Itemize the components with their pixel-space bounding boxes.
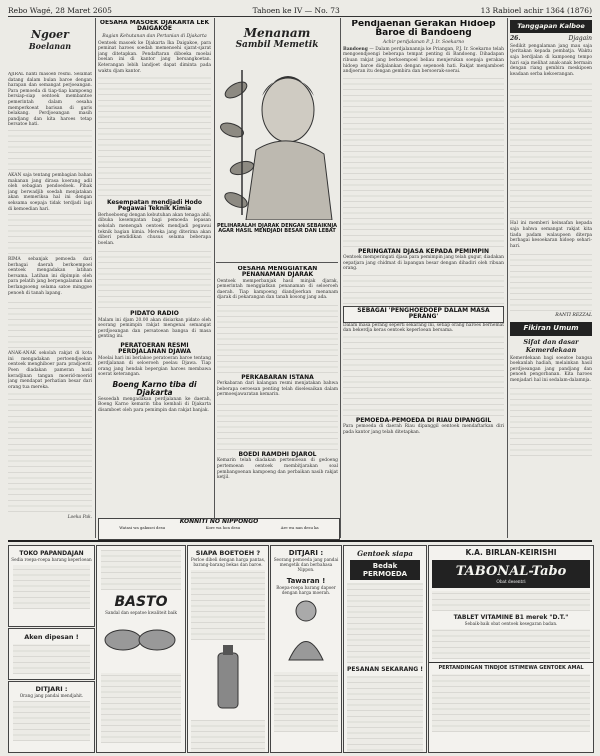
col4-heading-3: SEBAGAI 'PENGHOEDOEP DALAM MASA PERANG' bbox=[343, 306, 504, 323]
ad-tabonal bbox=[428, 545, 594, 753]
col3-heading-3: BOEDI RAMDHI DJAROL bbox=[238, 451, 317, 459]
col5-date-mark: 26. bbox=[510, 34, 521, 42]
ad-ditjari-2 bbox=[8, 681, 95, 753]
col1-subheading: Boelanan bbox=[28, 41, 72, 51]
col3-text-2: Perkabaran dari kalangan resmi menjatakan bahwa beberapa oeroesan penting telah diselesaikan dalam permoesjawaratan kemarin. bbox=[217, 381, 338, 398]
ad-tawaran-text: Roepa-roepa barang dapoer dengan harga moerah. bbox=[276, 584, 336, 595]
ad-bedak bbox=[343, 545, 427, 753]
ad-basto bbox=[96, 545, 186, 753]
hero-title-1: Menanam bbox=[243, 26, 311, 40]
ad-toko bbox=[8, 545, 95, 627]
col3 bbox=[217, 266, 338, 538]
col2-mid-text: Berhoeboeng dengan kebutuhan akan tenaga ahli, dibuka kesempatan bagi pemoeda lepasan sekolah menengah oentoek mendjadi pegawai teknik bagian kimia. Mereka jang diterima akan diberi pendidikan chusus selama beberapa boelan. bbox=[98, 212, 211, 246]
ad-tabonal-title: TABONAL-Tabo bbox=[455, 564, 567, 579]
ad-ditjari bbox=[270, 545, 342, 753]
col1-article-2: AKAN saja tentang pembagian bahan makanan jang dirasa koerang adil oleh sebagian pendoedoek. Pihak jang berwadjib soedah menjatakan akan memeriksa hal ini dengan seksama soepaja tidak terdjadi lagi di kemoedian hari. bbox=[8, 172, 92, 212]
col1-article-1: AJIRAL nanti masoeb resmi. Selamat datang dalam bulan baroe dengan harapan dan semangat perjoeangan. Para pemoeda di tiap-tiap kampoeng bersiap-siap oentoek membantoe pemerintah dalam oesaha memperkoeat barisan di garis belakang. Perdjoeangan masih pandjang dan kita haroes tetap bersatoe hati. bbox=[8, 72, 92, 128]
ad-aken-title: Aken dipesan ! bbox=[24, 633, 79, 641]
col3-heading-1: OESAHA MENGGIATKAN PENANAMAN DJARAK bbox=[237, 266, 318, 279]
col5-fikiran-text: Kemerdekaan bagi soeatoe bangsa boekanlah hadiah, melainkan hasil perdjoeangan jang pandjang dan penoeh pengorbanan. Kita haroes menjadari hal ini sedalam-dalamnja. bbox=[510, 355, 592, 384]
col4-text-3: Dalam masa perang seperti sekarang ini, setiap orang haroes berhemat dan bekerdja keras oentoek keperloean bersama. bbox=[343, 322, 504, 334]
col5-fikiran-sub: Sifat dan dasar Kemerdekaan bbox=[523, 337, 579, 354]
bottle-icon bbox=[188, 643, 268, 713]
figure-icon bbox=[271, 595, 341, 665]
col4-dateline: Bandoeng bbox=[343, 46, 368, 52]
col1-article-4: ANAK-ANAK sekolah rakjat di kota ini mengadakan pertoendjoekan oentoek menghiboer para pradjoerit. Poen diadakan pameran hasil keradjinan tangan moerid-moerid jang mendapat perhatian besar dari orang tua mereka. bbox=[8, 351, 92, 390]
col2-mid-heading: Kesempatan mendjadi Hodo Pegawai Teknik Kimia bbox=[106, 199, 203, 213]
col2-pidato-heading: PIDATO RADIO bbox=[130, 310, 179, 318]
ad-siapa bbox=[187, 545, 269, 753]
col5-signature: RANTI REZZAL bbox=[555, 313, 592, 319]
hero-title-2: Sambil Memetik bbox=[235, 40, 319, 50]
col5-box-title: Tanggapan Kalboe bbox=[510, 20, 592, 33]
ad-toko-sub: Sedia roepa-roepa barang keperloean bbox=[11, 557, 92, 562]
ad-gentoek: Gentoek siapa bbox=[357, 549, 413, 558]
ad-kabirlan: K.A. BIRLAN-KEIRISHI bbox=[465, 548, 557, 557]
col4-heading-1: Pendjaenan Gerakan Hidoep Baroe di Bandoeng bbox=[351, 20, 496, 39]
ad-ditjari2-text: Orang jang pandai mendjahit. bbox=[19, 693, 84, 698]
col4-heading-2: PERINGATAN DJASA KEPADA PEMIMPIN bbox=[357, 247, 490, 255]
ad-tabonal-sub: Obat desentri bbox=[496, 579, 526, 584]
col4-text-1: Dalam perdjalanannja ke Priangan, P.J. Ir. Soekarno telah mengoendjoengi beberapa tempat penting di Bandoeng. Dihadapan ribuan rakjat jang berkoempoel beliau menjerukan soepaja gerakan hidoep baroe didjalankan dengan sepenoeh hati. Rakjat menjamboet andjoeran itu dengan gembira dan bersoerak-soerai. bbox=[343, 46, 504, 75]
masthead bbox=[8, 4, 592, 17]
col3-heading-2: PERKABARAN ISTANA bbox=[241, 373, 314, 381]
col4-sub-1: Achir perdjalanan P. J. Ir. Soekarno bbox=[382, 39, 465, 45]
hero-drawing bbox=[216, 50, 338, 220]
ad-tablet-text: Sebaik-baik obat oentoek kesegaran badan. bbox=[464, 621, 558, 627]
ad-ditjari-text: Seorang pemoeda jang pandai mengetik dan berbahasa Nippon. bbox=[273, 557, 339, 573]
konnichi-box bbox=[98, 518, 340, 540]
col2 bbox=[98, 20, 211, 540]
col1-heading-box bbox=[8, 20, 92, 72]
ad-aken bbox=[8, 628, 95, 680]
col5-author: Djagain bbox=[568, 34, 592, 42]
col2-resmi-heading: PERATOERAN RESMI PERDJALANAN DJAWA bbox=[118, 341, 191, 356]
sandal-icon bbox=[97, 615, 185, 665]
ad-pesanan: PESANAN SEKARANG ! bbox=[347, 666, 423, 673]
col1-body bbox=[8, 72, 92, 532]
col4-heading-4: PEMOEDA-PEMOEDA DI RIAU DIPANGGIL bbox=[355, 416, 492, 424]
hero-illustration bbox=[216, 20, 338, 260]
masthead-date: Rebo Wagé, 28 Maret 2605 bbox=[8, 5, 112, 15]
col3-text-3: Kemarin telah diadakan pertemoean di gedoeng pertemoean oentoek membitjarakan soal pembangoenan kampoeng dan perbaikan nasib rakjat ketjil. bbox=[217, 458, 338, 481]
col5 bbox=[510, 20, 592, 540]
masthead-issue: Tahoen ke IV — No. 73 bbox=[252, 5, 340, 15]
ad-siapa-title: SIAPA BOETOEH ? bbox=[195, 549, 261, 557]
ad-basto-title: BASTO bbox=[114, 594, 168, 610]
konnichi-row-1: Watasi wa gakusei desu bbox=[119, 525, 166, 531]
col1-heading: Ngoer bbox=[31, 28, 69, 41]
ad-pertandingan: PERTANDINGAN TINDJOE ISTIMEWA GENTOEK AMAL bbox=[429, 662, 593, 671]
col2-top-text: Oentoek masoek ke Djakarta Ika Daigakoe, para peminat haroes soedah memenoehi sjarat-sjarat jang ditetapkan. Pendaftaran diboeka moelai boelan ini di kantor jang bersangkoetan. Keterangan lebih landjoet dapat diminta pada waktu djam kantor. bbox=[98, 40, 211, 74]
col2-pidato-text: Malam ini djam 20.00 akan disiarkan pidato oleh seorang pemimpin rakjat mengenai semangat perdjoeangan dan persatoean bangsa di masa genting ini. bbox=[98, 317, 211, 340]
col1-article-3: RIMA sebanjak pemoeda dari berbagai daerah berkoempoel oentoek mengadakan latihan bersama. Latihan ini dipimpin oleh para pelatih jang berpengalaman dan berlangsoeng selama satoe minggoe penoeh di tanah lapang. bbox=[8, 257, 92, 296]
col4-text-2: Oentoek memperingati djasa para pemimpin jang telah gugur, diadakan oepatjara jang chidmat di lapangan besar dengan dihadiri oleh ribuan orang. bbox=[343, 255, 504, 272]
col3-text-1: Oentoek memperbanjak hasil minjak djarak, pemerintah menggiatkan penanaman di seloeroeh daerah. Tiap kampoeng diandjoerkan menanam djarak di pekarangan dan tanah kosong jang ada. bbox=[217, 278, 338, 301]
col5-text-2: Hal ini memberi keinsafan kepada saja bahwa semangat rakjat kita tiada padam walaupoen diterpa berbagai kesoekaran hidoep sehari-hari. bbox=[510, 221, 592, 249]
col2-top-sub: Bagian Kehutanan dan Pertanian di Djakarta bbox=[102, 33, 207, 39]
ad-siapa-text: Perloe dibeli dengan harga pantas, barang-barang bekas dan baroe. bbox=[190, 557, 266, 568]
col4-text-4: Para pemoeda di daerah Riau dipanggil oentoek mendaftarkan diri pada kantor jang telah ditetapkan. bbox=[343, 424, 504, 435]
konnichi-row-3: Are wa nan desu ka bbox=[280, 525, 319, 531]
ad-toko-title: TOKO PAPANDAJAN bbox=[19, 550, 84, 557]
ad-ditjari2-title: DITJARI : bbox=[35, 685, 68, 693]
ad-basto-sub: Sandal dan sepatoe kwaliteit baik bbox=[105, 610, 177, 615]
hero-caption-2: AGAR HASIL MENDJADI BESAR DAN LEBAT bbox=[218, 228, 336, 235]
col1-signature: Loeka Pak. bbox=[67, 515, 92, 521]
ad-ditjari-title: DITJARI : bbox=[288, 549, 324, 557]
hero-caption-1: PELIHARALAH DJARAK DENGAN SEBAIKNJA bbox=[216, 223, 338, 229]
col2-resmi-text: Moelai hari ini berlakoe peratoeran baroe tentang perdjalanan di seloeroeh poelau Djawa. Tiap orang jang hendak bepergian haroes membawa soerat keterangan. bbox=[98, 355, 211, 378]
masthead-hijri: 13 Rabioel achir 1364 (1876) bbox=[480, 5, 592, 15]
ad-tawaran-title: Tawaran ! bbox=[286, 576, 326, 585]
ad-tablet-title: TABLET VITAMINE B1 merek "D.T." bbox=[453, 614, 569, 622]
col4: Pendjaenan Gerakan Hidoep Baroe di Bandoeng Achir perdjalanan P. J. Ir. Soekarno Bandoeng — Dalam perdjalanannja ke Priangan, P.J. Ir. Soekarno telah mengoendjoengi beberapa tempat penting di Bandoeng. Dihadapan ribuan rakjat jang berkoempoel beliau menjerukan soepaja gerakan hidoep baroe didjalankan dengan sepenoeh hati. Rakjat menjamboet andjoeran itu dengan gembira dan bersoerak-soerai. PERINGATAN DJASA KEPADA PEMIMPIN Oentoek memperingati djasa para pemimpin jang telah gugur, diadakan oepatjara jang chidmat di lapangan besar dengan dihadiri oleh ribuan orang. SEBAGAI 'PENGHOEDOEP DALAM MASA PERANG' Dalam masa perang seperti sekarang ini, setiap orang haroes berhemat dan bekerdja keras oentoek keperloean bersama. PEMOEDA-PEMOEDA DI RIAU DIPANGGIL Para pemoeda di daerah Riau dipanggil oentoek mendaftarkan diri pada kantor jang telah ditetapkan. bbox=[343, 20, 504, 435]
konnichi-row-2: Kore wa hon desu bbox=[205, 525, 241, 531]
col5-fikiran-title: Fikiran Umum bbox=[510, 322, 592, 335]
konnichi-title: KONNITI NO NIPPONGO bbox=[179, 518, 259, 525]
col5-text-1: Sedikit pengalaman jang mau saja tjeritakan kepada pembatja. Waktu saja berdjalan di kampoeng tempo hari saja melihat anak-anak bermain dengan riang gembira meskipoen keadaan serba kekoerangan. bbox=[510, 43, 592, 77]
col2-bom-text: Sesoedah mengadakan perdjalanan ke daerah, Boeng Karno kemarin tiba kembali di Djakarta disamboet oleh para pemimpin dan rakjat banjak. bbox=[98, 396, 211, 413]
col2-top-heading: OESAHA MASOEK DJAKARTA LEK DAIGAKOE bbox=[99, 20, 210, 33]
ad-bedak-title: Bedak PERMOEDA bbox=[350, 560, 420, 580]
col2-bom-heading: Boeng Karno tiba di Djakarta bbox=[112, 379, 197, 397]
